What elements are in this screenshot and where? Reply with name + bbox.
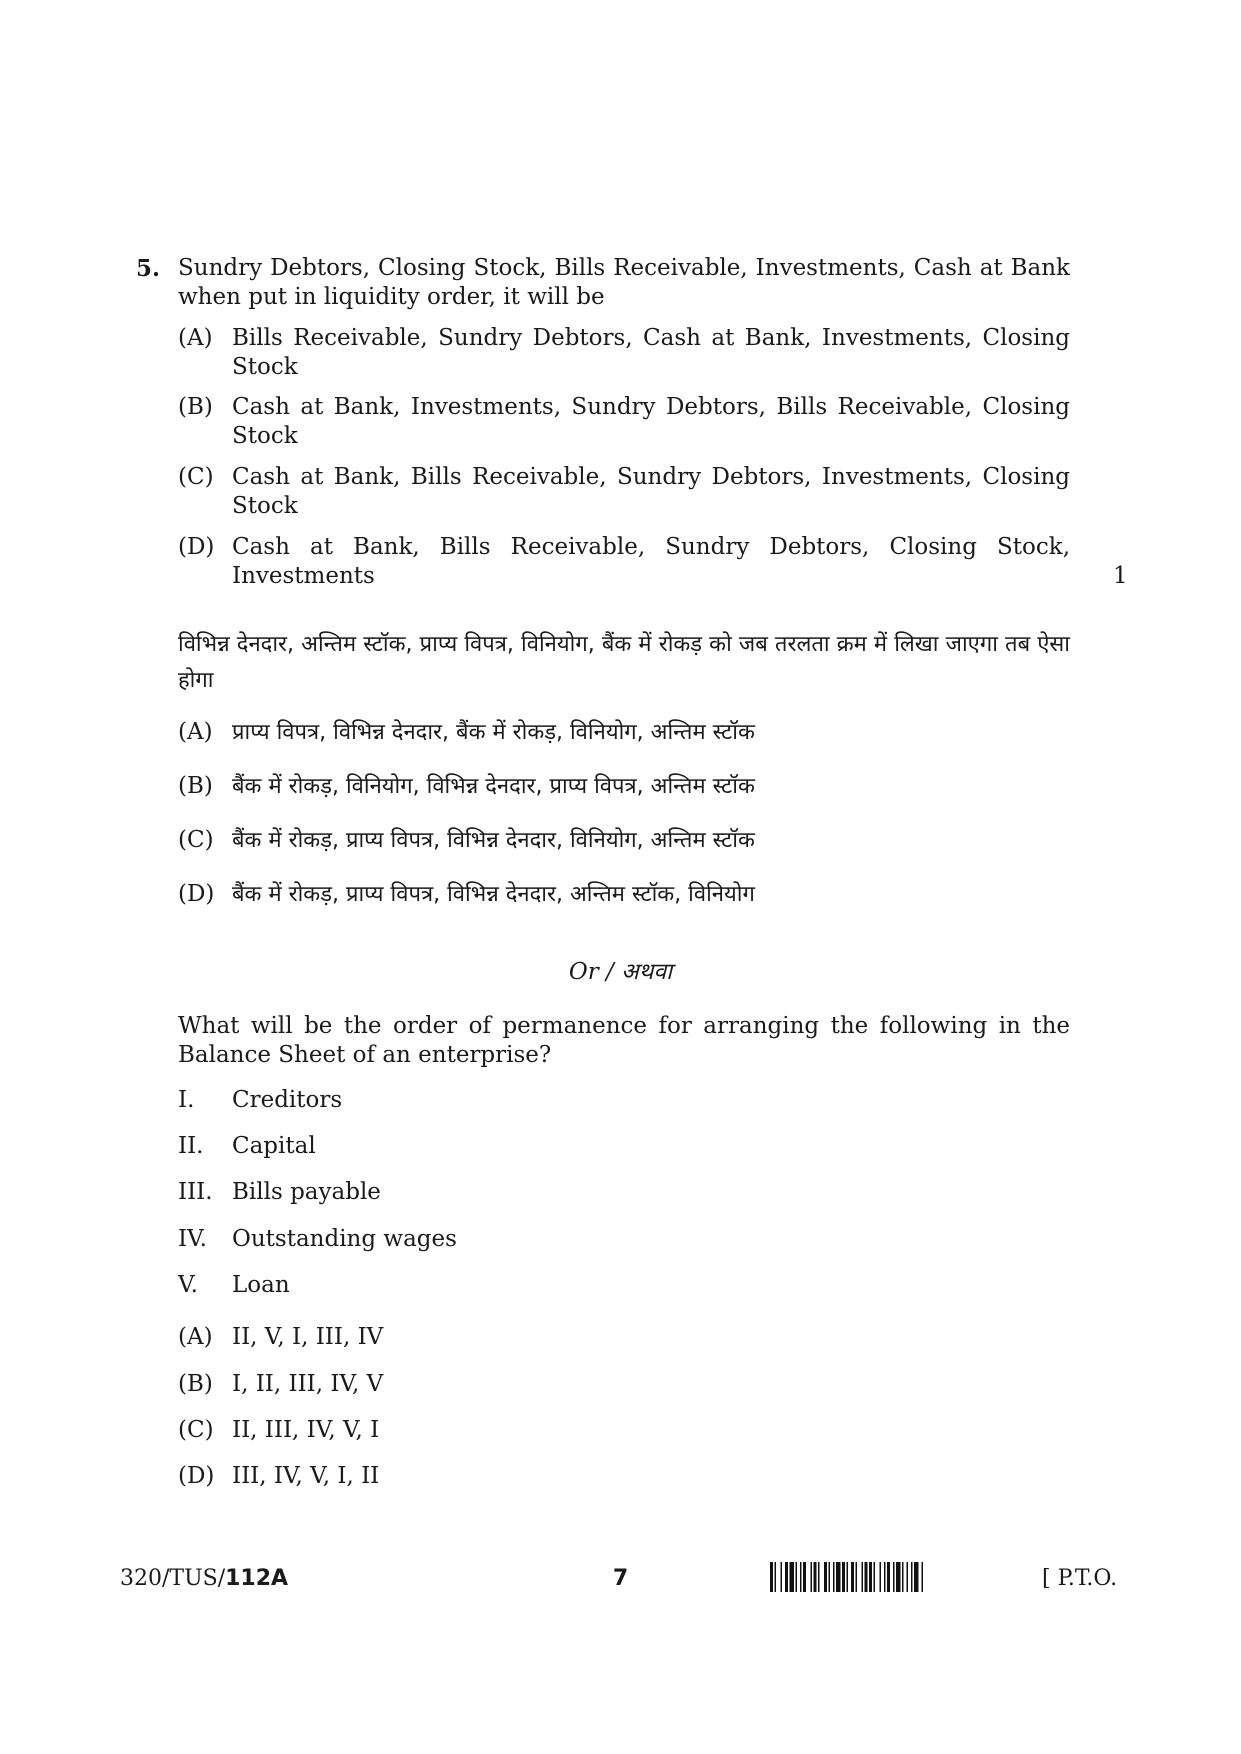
option-label: (A) bbox=[178, 1324, 213, 1350]
item-label: IV. bbox=[178, 1226, 207, 1252]
item-text: Outstanding wages bbox=[232, 1226, 457, 1252]
question-number: 5. bbox=[136, 255, 161, 282]
option-label: (A) bbox=[178, 719, 213, 745]
paper-code-bold: 112A bbox=[225, 1566, 289, 1591]
option-text: I, II, III, IV, V bbox=[232, 1371, 384, 1397]
barcode-icon bbox=[770, 1562, 1030, 1592]
marks: 1 bbox=[1113, 563, 1128, 589]
option-text: II, V, I, III, IV bbox=[232, 1324, 384, 1350]
item-label: I. bbox=[178, 1087, 195, 1113]
pto-label: [ P.T.O. bbox=[1042, 1566, 1118, 1591]
option-label: (A) bbox=[178, 325, 213, 351]
option-label: (C) bbox=[178, 464, 214, 490]
option-text: प्राप्य विपत्र, विभिन्न देनदार, बैंक में रोकड़, विनियोग, अन्तिम स्टॉक bbox=[232, 720, 755, 745]
option-label: (D) bbox=[178, 881, 215, 907]
question-stem-hi: विभिन्न देनदार, अन्तिम स्टॉक, प्राप्य विपत्र, विनियोग, बैंक में रोकड़ को जब तरलता क्रम में लिखा जाएगा तब ऐसा होगा bbox=[178, 632, 1070, 693]
option-label: (C) bbox=[178, 827, 214, 853]
paper-code-prefix: 320/TUS/ bbox=[120, 1566, 226, 1591]
item-text: Capital bbox=[232, 1133, 316, 1159]
option-label: (D) bbox=[178, 1463, 215, 1489]
item-label: V. bbox=[178, 1272, 198, 1298]
or-separator: Or / अथवा bbox=[568, 959, 673, 985]
option-text: III, IV, V, I, II bbox=[232, 1463, 380, 1489]
option-label: (B) bbox=[178, 1371, 213, 1397]
item-text: Bills payable bbox=[232, 1179, 381, 1205]
option-text: बैंक में रोकड़, प्राप्य विपत्र, विभिन्न देनदार, विनियोग, अन्तिम स्टॉक bbox=[232, 828, 755, 853]
alt-question-stem-en: What will be the order of permanence for arranging the following in the Balance Sheet of an enterprise? bbox=[178, 1013, 1070, 1068]
item-label: III. bbox=[178, 1179, 213, 1205]
option-label: (B) bbox=[178, 394, 213, 420]
option-text: Bills Receivable, Sundry Debtors, Cash at Bank, Investments, Closing Stock bbox=[232, 325, 1070, 380]
item-text: Creditors bbox=[232, 1087, 343, 1113]
option-label: (C) bbox=[178, 1417, 214, 1443]
question-stem-en: Sundry Debtors, Closing Stock, Bills Receivable, Investments, Cash at Bank when put in liquidity order, it will be bbox=[178, 255, 1070, 310]
option-text: Cash at Bank, Investments, Sundry Debtors, Bills Receivable, Closing Stock bbox=[232, 394, 1070, 449]
option-text: Cash at Bank, Bills Receivable, Sundry Debtors, Investments, Closing Stock bbox=[232, 464, 1070, 519]
option-text: बैंक में रोकड़, विनियोग, विभिन्न देनदार, प्राप्य विपत्र, अन्तिम स्टॉक bbox=[232, 774, 755, 799]
option-label: (B) bbox=[178, 773, 213, 799]
option-text: II, III, IV, V, I bbox=[232, 1417, 380, 1443]
page-number: 7 bbox=[612, 1566, 629, 1591]
option-label: (D) bbox=[178, 534, 215, 560]
option-text: Cash at Bank, Bills Receivable, Sundry Debtors, Closing Stock, Investments bbox=[232, 534, 1070, 589]
option-text: बैंक में रोकड़, प्राप्य विपत्र, विभिन्न देनदार, अन्तिम स्टॉक, विनियोग bbox=[232, 882, 755, 907]
item-text: Loan bbox=[232, 1272, 290, 1298]
item-label: II. bbox=[178, 1133, 204, 1159]
